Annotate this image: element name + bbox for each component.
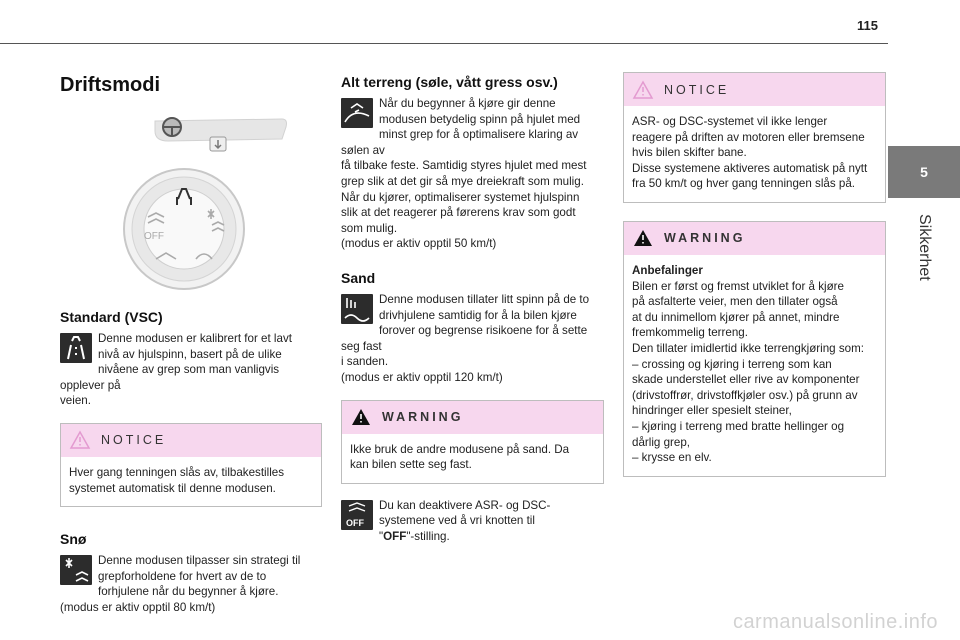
rec-line-6: – crossing og kjøring i terreng som kan — [632, 357, 832, 371]
standard-line-2: nivå av hjulspinn, basert på de ulike — [98, 347, 282, 361]
off-word: OFF — [383, 529, 407, 543]
notice-body-asr — [624, 106, 885, 202]
chapter-tab[interactable]: 5 — [888, 146, 960, 198]
off-tail: "-stilling. — [406, 529, 450, 543]
warning-body-rec — [624, 255, 885, 476]
allterrain-line-6: Når du kjører, optimaliserer systemet hjulspinn — [341, 190, 580, 204]
rec-line-12: – krysse en elv. — [632, 451, 712, 465]
rec-line-5: Den tillater imidlertid ikke terrengkjøring som: — [632, 341, 864, 355]
off-line-3 — [341, 529, 604, 545]
warning-title: WARNING — [382, 410, 464, 424]
standard-mode-title: Standard (VSC) — [60, 309, 163, 325]
snow-line-3: forhjulene når du begynner å kjøre. — [98, 585, 279, 599]
warning-body — [342, 434, 603, 483]
snow-line-4: (modus er aktiv opptil 80 km/t) — [60, 600, 216, 614]
warning-line-1: Ikke bruk de andre modusene på sand. Da — [350, 442, 570, 456]
rec-line-9: hindringer eller spesielt steiner, — [632, 404, 792, 418]
off-mode-icon — [341, 500, 373, 530]
off-quote-open: " — [379, 529, 384, 543]
standard-line-4: veien. — [60, 394, 91, 408]
page-number: 115 — [857, 18, 878, 33]
column-3 — [623, 70, 886, 477]
allterrain-line-8: som mulig. — [341, 221, 398, 235]
snow-mode-icon — [60, 555, 92, 585]
allterrain-mode-description — [341, 96, 604, 252]
recommendations-heading: Anbefalinger — [632, 263, 703, 277]
warning-line-2: kan bilen sette seg fast. — [350, 458, 472, 472]
allterrain-mode-icon — [341, 98, 373, 128]
rec-line-4: fremkommelig terreng. — [632, 326, 748, 340]
notice-line-2: systemet automatisk til denne modusen. — [69, 481, 276, 495]
rec-line-1: Bilen er først og fremst utviklet for å kjøre — [632, 279, 844, 293]
allterrain-line-1: Når du begynner å kjøre gir denne — [379, 97, 556, 110]
sand-line-2: drivhjulene samtidig for å la bilen kjøre — [379, 308, 577, 322]
allterrain-line-7: slik at det reagerer på førerens krav som godt — [341, 206, 576, 220]
rec-line-8: (drivstoffrør, drivstoffkjøler osv.) på grunn av — [632, 388, 858, 402]
notice-asr-line-4: Disse systemene aktiveres automatisk på nytt — [632, 161, 868, 175]
snow-mode-title: Snø — [60, 531, 87, 548]
watermark: carmanualsonline.info — [732, 611, 938, 633]
standard-line-1: Denne modusen er kalibrert for et lavt — [98, 332, 292, 345]
warning-box-recommendations — [623, 221, 886, 477]
notice-title-asr: NOTICE — [664, 82, 730, 97]
warning-title-rec: WARNING — [664, 231, 746, 246]
sand-mode-icon — [341, 294, 373, 324]
notice-body — [61, 457, 321, 506]
standard-mode-description — [60, 331, 322, 409]
column-1 — [60, 70, 322, 616]
notice-triangle-icon — [69, 430, 91, 450]
notice-header — [61, 424, 321, 457]
notice-line-1: Hver gang tenningen slås av, tilbakestilles — [69, 465, 285, 479]
warning-header-rec — [624, 222, 885, 255]
sand-mode-description — [341, 292, 604, 386]
allterrain-line-9: (modus er aktiv opptil 50 km/t) — [341, 237, 497, 251]
off-line-1: Du kan deaktivere ASR- og DSC- — [379, 498, 551, 512]
notice-box-asr — [623, 72, 886, 203]
off-description — [341, 498, 604, 545]
notice-asr-line-3: hvis bilen skifter bane. — [632, 146, 747, 160]
rec-line-11: dårlig grep, — [632, 435, 691, 449]
sand-line-4: i sanden. — [341, 355, 389, 369]
column-2 — [341, 70, 604, 544]
rec-line-7: skade understellet eller rive av komponenter — [632, 373, 860, 387]
dashboard-illustration — [60, 115, 322, 159]
rec-line-10: – kjøring i terreng med bratte hellinger og — [632, 419, 845, 433]
sand-mode-title: Sand — [341, 269, 376, 286]
allterrain-line-5: grep slik at det gir så mye dreiekraft som mulig. — [341, 174, 584, 188]
header-rule — [0, 43, 888, 44]
snow-line-2: grepforholdene for hvert av de to — [98, 569, 267, 583]
allterrain-mode-title: Alt terreng (søle, vått gress osv.) — [341, 74, 558, 90]
notice-asr-line-5: fra 50 km/t og hver gang tenningen slås på. — [632, 177, 855, 191]
mode-selector-dial[interactable] — [122, 167, 246, 291]
allterrain-line-2: modusen betydelig spinn på hjulet med — [379, 112, 581, 126]
dial-icon — [122, 167, 246, 291]
chapter-label-text: Sikkerhet — [916, 214, 933, 281]
dial-off-label: OFF — [144, 231, 164, 242]
allterrain-line-3: minst grep for å optimalisere klaring av sølen av — [341, 128, 579, 157]
allterrain-line-4: få tilbake feste. Samtidig styres hjulet med mest — [341, 159, 587, 173]
snow-mode-description — [60, 553, 322, 615]
chapter-label — [910, 214, 938, 324]
notice-asr-line-2: reagere på driften av motoren eller bremsene — [632, 130, 865, 144]
standard-line-3: nivåene av grep som man vanligvis opplever på — [60, 363, 280, 392]
warning-triangle-icon — [632, 228, 654, 248]
page-title: Driftsmodi — [60, 74, 160, 96]
warning-triangle-icon — [350, 407, 372, 427]
standard-mode-icon — [60, 333, 92, 363]
off-icon-label: OFF — [346, 517, 364, 528]
rec-line-3: at du innimellom kjører på annet, mindre — [632, 310, 840, 324]
warning-box-sand — [341, 400, 604, 484]
dashboard-icon — [60, 115, 322, 159]
sand-line-5: (modus er aktiv opptil 120 km/t) — [341, 370, 503, 384]
notice-asr-line-1: ASR- og DSC-systemet vil ikke lenger — [632, 115, 828, 128]
notice-title: NOTICE — [101, 433, 167, 448]
notice-header-asr — [624, 73, 885, 106]
sand-line-1: Denne modusen tillater litt spinn på de to — [379, 292, 590, 306]
rec-line-2: på asfalterte veier, men den tillater også — [632, 295, 838, 309]
snow-line-1: Denne modusen tilpasser sin strategi til — [98, 554, 301, 568]
warning-header — [342, 401, 603, 434]
off-line-2: systemene ved å vri knotten til — [379, 514, 535, 528]
notice-box-reset — [60, 423, 322, 507]
notice-triangle-icon — [632, 80, 654, 100]
sand-line-3: forover og begrense risikoene for å sette seg fast — [341, 324, 588, 353]
